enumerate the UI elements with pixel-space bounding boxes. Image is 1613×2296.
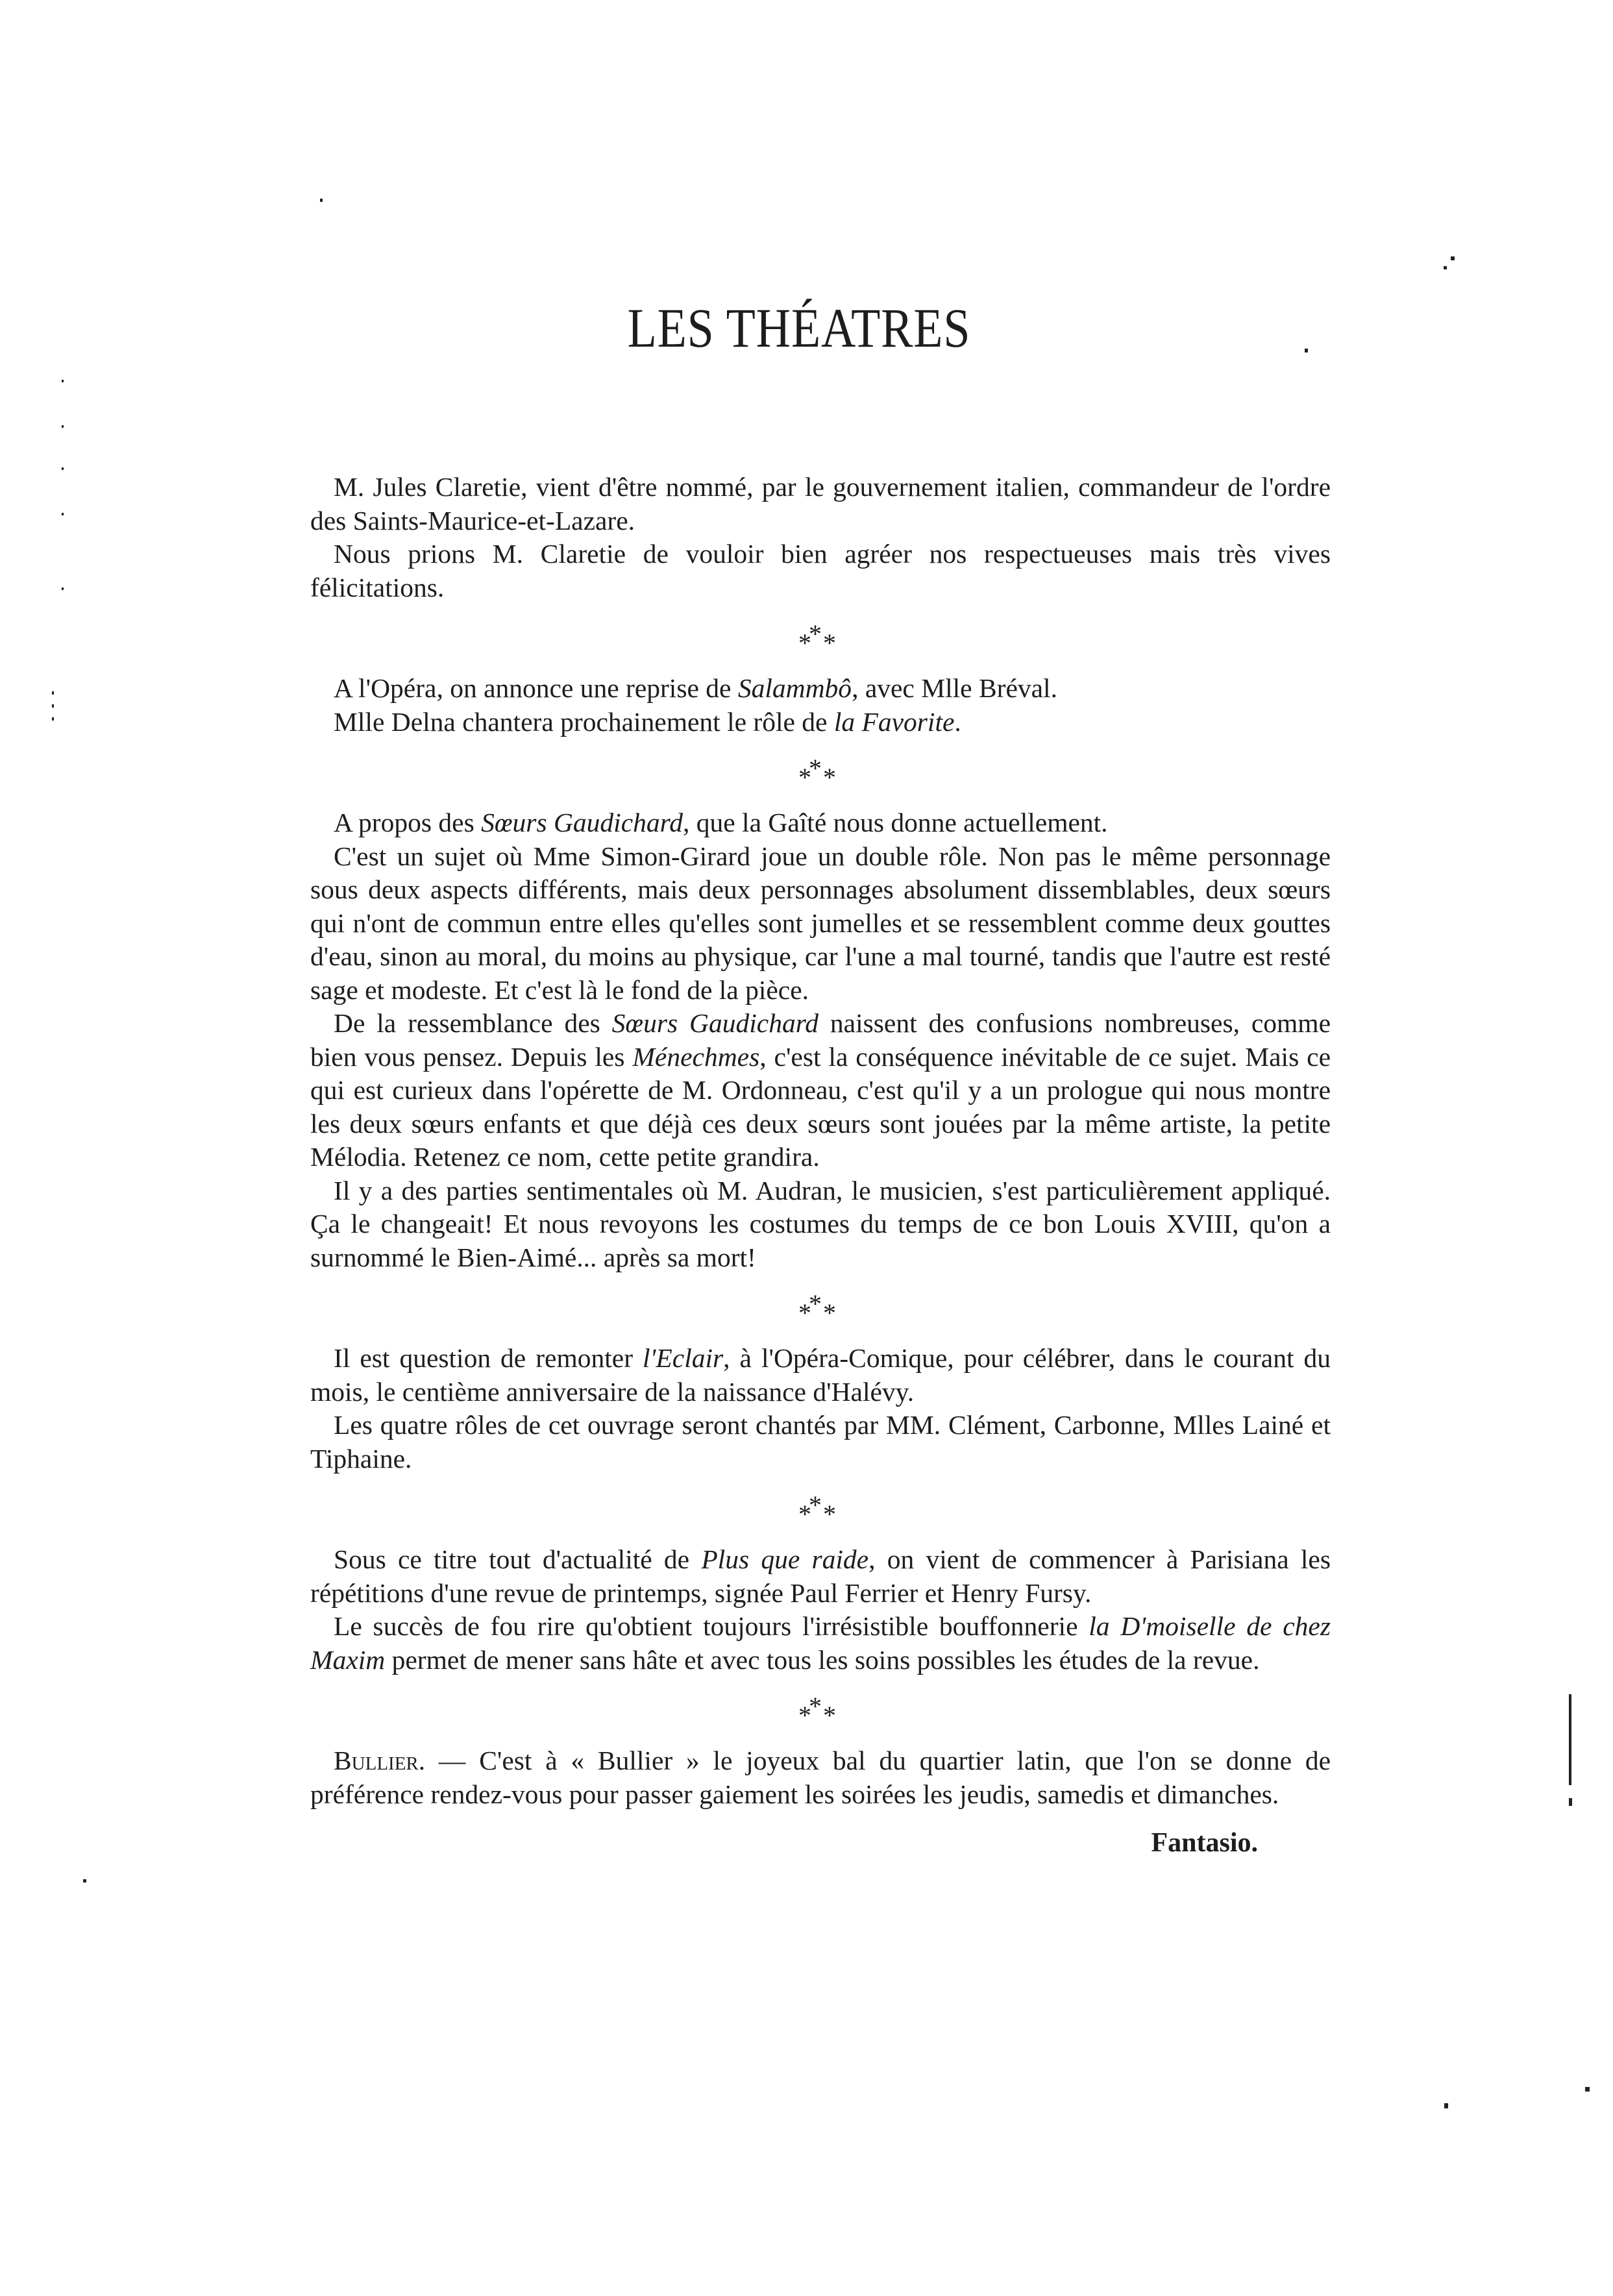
asterism-star: * bbox=[798, 628, 811, 658]
scan-speck bbox=[1444, 2103, 1448, 2108]
section-separator bbox=[310, 1677, 1331, 1744]
scan-speck bbox=[1569, 1798, 1572, 1806]
asterism-star: * bbox=[809, 1289, 822, 1318]
asterism-star: * bbox=[798, 1500, 811, 1529]
asterism-star: * bbox=[823, 1500, 836, 1529]
asterism-star: * bbox=[809, 1692, 822, 1721]
paragraph: Le succès de fou rire qu'obtient toujours l'irrésistible bouffonnerie la D'moiselle de chez Maxim permet de mener sans hâte et avec tous les soins possibles les études de la revue. bbox=[310, 1611, 1331, 1675]
paragraph: De la ressemblance des Sœurs Gaudichard naissent des confusions nombreuses, comme bien vous pensez. Depuis les Ménechmes, c'est la conséquence inévitable de ce sujet. Mais ce qui est curieux dans l'opérette de M. Ordonneau, c'est qu'il y a un prologue qui nous montre les deux sœurs enfants et que déjà ces deux sœurs sont jouées par la même artiste, la petite Mélodia. Retenez ce nom, cette petite grandira. bbox=[310, 1008, 1331, 1172]
author-signature: Fantasio. bbox=[1151, 1828, 1258, 1858]
scan-speck bbox=[1451, 256, 1455, 260]
paragraph: Mlle Delna chantera prochainement le rôle de la Favorite. bbox=[334, 706, 961, 737]
paragraph: C'est un sujet où Mme Simon-Girard joue un double rôle. Non pas le même personnage sous deux aspects différents, mais deux personnages absolument dissemblables, deux sœurs qui n'ont de commun entre elles qu'elles sont jumelles et se ressemblent comme deux gouttes d'eau, sinon au moral, du moins au physique, car l'une a mal tourné, tandis que l'autre est resté sage et modeste. Et c'est là le fond de la pièce. bbox=[310, 841, 1331, 1005]
italic-title: la D'moiselle de chez Maxim bbox=[310, 1611, 1331, 1675]
asterism-star: * bbox=[798, 1701, 811, 1730]
scan-speck bbox=[1569, 1694, 1571, 1785]
section-separator bbox=[310, 739, 1331, 806]
scan-speck bbox=[1305, 349, 1308, 352]
paragraph: A l'Opéra, on annonce une reprise de Salammbô, avec Mlle Bréval. bbox=[334, 673, 1057, 703]
scan-speck bbox=[1444, 266, 1447, 269]
paragraph: A propos des Sœurs Gaudichard, que la Gaîté nous donne actuellement. bbox=[334, 808, 1108, 837]
asterism-star: * bbox=[823, 763, 836, 792]
paragraph: Sous ce titre tout d'actualité de Plus que raide, on vient de commencer à Parisiana les répétitions d'une revue de printemps, signée Paul Ferrier et Henry Fursy. bbox=[310, 1544, 1331, 1608]
italic-title: Plus que raide bbox=[701, 1544, 869, 1574]
section-separator bbox=[310, 604, 1331, 672]
italic-title: Sœurs Gaudichard bbox=[611, 1008, 819, 1038]
page-title: LES THÉATRES bbox=[627, 297, 971, 359]
asterism-star: * bbox=[809, 754, 822, 783]
scan-speck bbox=[83, 1879, 86, 1882]
scan-speck bbox=[52, 691, 54, 695]
scan-speck bbox=[62, 467, 64, 470]
paragraph: Il est question de remonter l'Eclair, à l'Opéra-Comique, pour célébrer, dans le courant du mois, le centième anniversaire de la naissance d'Halévy. bbox=[310, 1343, 1331, 1407]
paragraph: Il y a des parties sentimentales où M. Audran, le musicien, s'est particulièrement appliqué. Ça le changeait! Et nous revoyons les costumes du temps de ce bon Louis XVIII, qu'on a surnommé le Bien-Aimé... après sa mort! bbox=[310, 1175, 1331, 1272]
section-separator bbox=[310, 1475, 1331, 1543]
section-separator bbox=[310, 1274, 1331, 1342]
scan-speck bbox=[320, 199, 323, 202]
asterism-star: * bbox=[823, 1298, 836, 1327]
asterism-star: * bbox=[798, 1298, 811, 1327]
scan-speck bbox=[62, 587, 64, 590]
scan-speck bbox=[62, 425, 64, 428]
asterism-star: * bbox=[823, 1701, 836, 1730]
paragraph: Bullier. — C'est à « Bullier » le joyeux bal du quartier latin, que l'on se donne de préférence rendez-vous pour passer gaiement les soirées les jeudis, samedis et dimanches. bbox=[310, 1746, 1331, 1809]
italic-title: Ménechmes bbox=[632, 1041, 760, 1072]
scan-speck bbox=[52, 704, 54, 708]
asterism-star: * bbox=[809, 1490, 822, 1520]
asterism-star: * bbox=[809, 619, 822, 648]
italic-title: la Favorite bbox=[833, 706, 955, 737]
paragraph: Nous prions M. Claretie de vouloir bien agréer nos respectueuses mais très vives félicitations. bbox=[310, 539, 1331, 602]
small-caps-heading: Bullier. bbox=[334, 1746, 426, 1775]
scan-speck bbox=[62, 513, 64, 515]
scan-speck bbox=[62, 380, 64, 382]
italic-title: l'Eclair bbox=[643, 1343, 724, 1373]
paragraph: M. Jules Claretie, vient d'être nommé, par le gouvernement italien, commandeur de l'ordre des Saints-Maurice-et-Lazare. bbox=[310, 472, 1331, 536]
scan-speck bbox=[52, 717, 54, 721]
paragraph: Les quatre rôles de cet ouvrage seront chantés par MM. Clément, Carbonne, Mlles Lainé et Tiphaine. bbox=[310, 1410, 1331, 1474]
asterism-star: * bbox=[823, 628, 836, 658]
scan-speck bbox=[1585, 2087, 1590, 2092]
article-body bbox=[310, 471, 1331, 1860]
italic-title: Salammbô bbox=[737, 673, 852, 703]
italic-title: Sœurs Gaudichard bbox=[481, 808, 683, 837]
asterism-star: * bbox=[798, 763, 811, 792]
